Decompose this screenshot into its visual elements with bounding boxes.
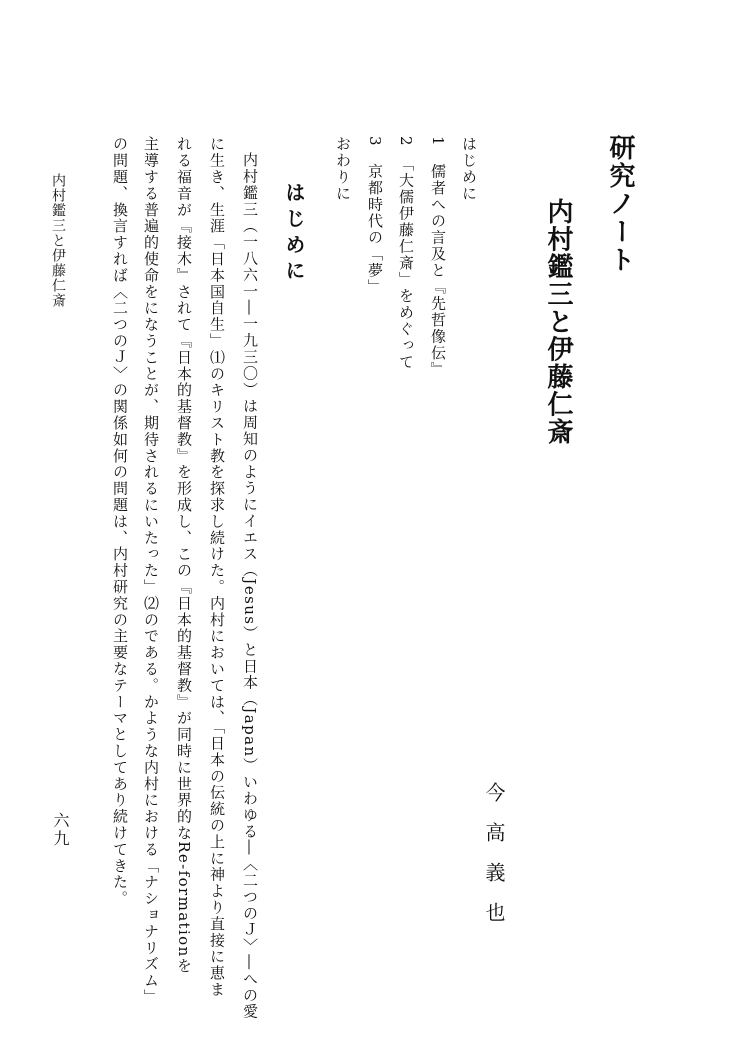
body-line: に生き、生涯「日本国自生」⑴のキリスト教を探求し続けた。内村においては、「日本の伝統の上に神より直接に恵ま bbox=[208, 136, 226, 998]
toc-item: おわりに bbox=[334, 136, 352, 202]
body-line: れる福音が『接木』されて『日本的基督教』を形成し、この『日本的基督教』が同時に世界的なRe-formationを bbox=[175, 136, 193, 975]
author-name: 今高義也 bbox=[482, 782, 506, 942]
toc-item: はじめに bbox=[460, 136, 478, 202]
toc-item: 2 「大儒伊藤仁斎」をめぐって bbox=[397, 136, 415, 371]
toc-item: 3 京都時代の「夢」 bbox=[366, 136, 384, 296]
article-title: 内村鑑三と伊藤仁斎 bbox=[543, 198, 573, 446]
running-header: 内村鑑三と伊藤仁斎 bbox=[50, 173, 66, 308]
toc-item: 1 儒者への言及と『先哲像伝』 bbox=[429, 136, 447, 379]
section-label: 研究ノート bbox=[605, 134, 635, 274]
body-line: の問題、換言すれば〈二つのＪ〉の関係如何の問題は、内村研究の主要なテーマとしてあり続けてきた。 bbox=[111, 136, 129, 907]
body-line: 内村鑑三（一八六一―一九三〇）は周知のようにイエス（Jesus）と日本（Japan）いわゆる―〈二つのＪ〉―への愛 bbox=[241, 152, 259, 1020]
section-heading: はじめに bbox=[282, 182, 306, 286]
page-number: 六九 bbox=[51, 812, 70, 848]
body-line: 主導する普遍的使命をになうことが、期待されるにいたった」⑵のである。かような内村における「ナショナリズム」 bbox=[142, 136, 160, 1006]
